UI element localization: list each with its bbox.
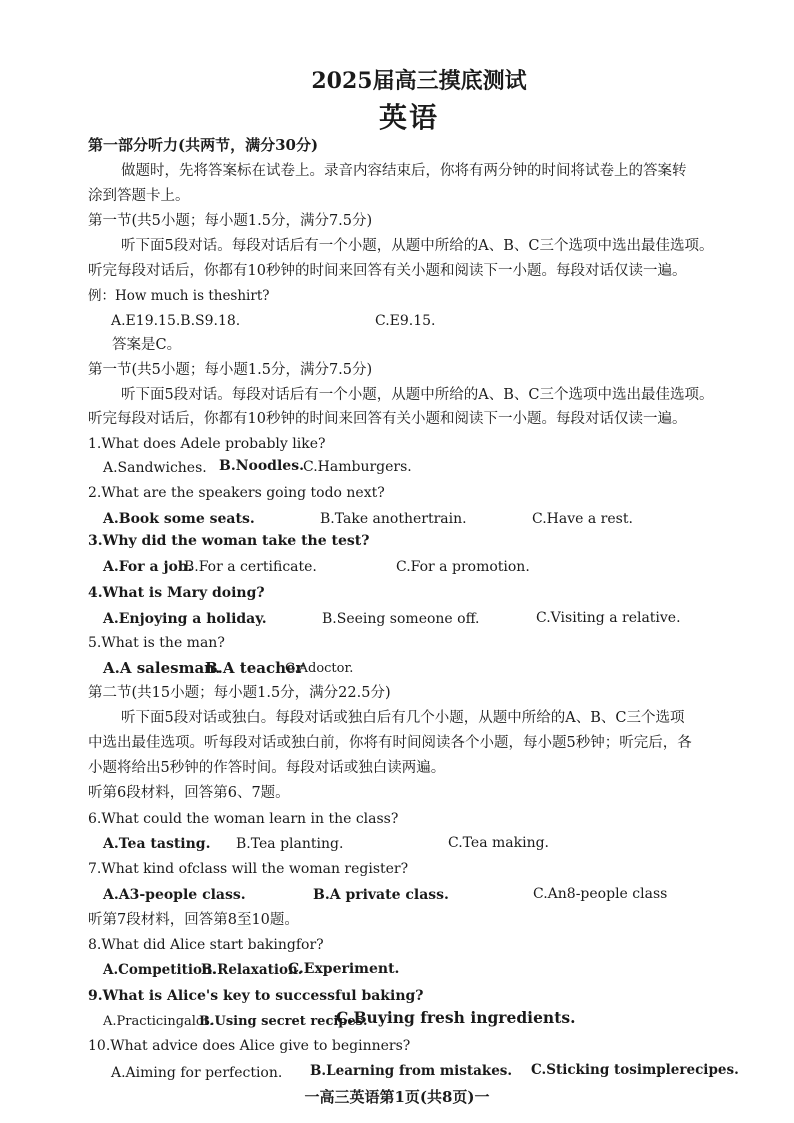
q4-option-b: B.Seeing someone off. <box>322 611 480 627</box>
q9-option-b: B.Using secret recipes. <box>199 1014 368 1029</box>
q2-option-c: C.Have a rest. <box>532 511 633 527</box>
q1-option-b: B.Noodles. <box>219 458 304 474</box>
q5-option-b: B.A teacher <box>205 659 304 677</box>
q4-option-a: A.Enjoying a holiday. <box>103 611 267 627</box>
q6-option-c: C.Tea making. <box>448 835 550 851</box>
q3-option-c: C.For a promotion. <box>396 559 530 575</box>
question-1: 1.What does Adele probably like? <box>88 436 326 452</box>
q7-option-c: C.An8-people class <box>533 886 668 902</box>
q4-option-c: C.Visiting a relative. <box>536 610 681 626</box>
q8-option-c: C.Experiment. <box>288 961 400 977</box>
section2-text-3: 小题将给出5秒钟的作答时间。每段对话或独白读两遍。 <box>88 760 446 776</box>
q1-option-a: A.Sandwiches. <box>103 460 207 476</box>
section1b-text-1: 听下面5段对话。每段对话后有一个小题，从题中所给的A、B、C三个选项中选出最佳选项。 <box>121 387 714 403</box>
material-6-heading: 听第6段材料，回答第6、7题。 <box>88 785 290 801</box>
q2-option-b: B.Take anothertrain. <box>320 511 467 527</box>
question-10: 10.What advice does Alice give to beginners? <box>88 1038 411 1054</box>
q3-option-b: B.For a certificate. <box>184 559 317 575</box>
q8-option-b: B.Relaxation. <box>201 962 303 978</box>
q8-option-a: A.Competition. <box>103 962 217 978</box>
q6-option-b: B.Tea planting. <box>236 836 344 852</box>
q1-option-c: C.Hamburgers. <box>303 459 412 475</box>
instructions-line-2: 涂到答题卡上。 <box>88 188 190 204</box>
q2-option-a: A.Book some seats. <box>103 511 255 527</box>
section1b-text-2: 听完每段对话后，你都有10秒钟的时间来回答有关小题和阅读下一小题。每段对话仅读一遍。 <box>88 411 687 427</box>
q9-option-a: A.Practicingalot. <box>103 1014 214 1029</box>
section2-text-2: 中选出最佳选项。听每段对话或独白前，你将有时间阅读各个小题，每小题5秒钟；听完后，各 <box>88 735 692 751</box>
q6-option-a: A.Tea tasting. <box>103 836 211 852</box>
q10-option-b: B.Learning from mistakes. <box>310 1063 513 1079</box>
q9-option-c: C.Buying fresh ingredients. <box>336 1008 576 1027</box>
section1a-heading: 第一节(共5小题；每小题1.5分，满分7.5分) <box>88 213 373 229</box>
material-7-heading: 听第7段材料，回答第8至10题。 <box>88 912 299 928</box>
section1a-text-2: 听完每段对话后，你都有10秒钟的时间来回答有关小题和阅读下一小题。每段对话仅读一遍。 <box>88 263 687 279</box>
page-footer: 一高三英语第1页(共8页)一 <box>304 1088 490 1106</box>
q3-option-a: A.For a job. <box>103 559 193 575</box>
q5-option-c: C.Adoctor. <box>285 661 354 676</box>
instructions-line-1: 做题时，先将答案标在试卷上。录音内容结束后，你将有两分钟的时间将试卷上的答案转 <box>121 163 687 179</box>
question-5: 5.What is the man? <box>88 635 225 651</box>
q7-option-b: B.A private class. <box>313 887 449 903</box>
question-4: 4.What is Mary doing? <box>88 585 265 601</box>
example-answer: 答案是C。 <box>112 337 182 353</box>
question-7: 7.What kind ofclass will the woman register? <box>88 861 409 877</box>
q10-option-c: C.Sticking tosimplerecipes. <box>531 1062 739 1078</box>
q7-option-a: A.A3-people class. <box>103 887 246 903</box>
question-8: 8.What did Alice start bakingfor? <box>88 937 324 953</box>
question-9: 9.What is Alice's key to successful baking? <box>88 988 424 1004</box>
subject-title: 英语 <box>378 101 439 134</box>
section1a-text-1: 听下面5段对话。每段对话后有一个小题，从题中所给的A、B、C三个选项中选出最佳选项。 <box>121 238 714 254</box>
section1b-heading: 第一节(共5小题；每小题1.5分，满分7.5分) <box>88 362 373 378</box>
q5-option-a: A.A salesman. <box>103 659 221 677</box>
example-question: 例：How much is theshirt? <box>88 288 270 304</box>
section2-text-1: 听下面5段对话或独白。每段对话或独白后有几个小题，从题中所给的A、B、C三个选项 <box>121 710 685 726</box>
question-2: 2.What are the speakers going todo next? <box>88 485 385 501</box>
example-option-a: A.E19.15.B.S9.18. <box>111 313 241 329</box>
section2-heading: 第二节(共15小题；每小题1.5分，满分22.5分) <box>88 685 391 701</box>
question-3: 3.Why did the woman take the test? <box>88 533 370 549</box>
example-option-c: C.E9.15. <box>375 313 436 329</box>
q10-option-a: A.Aiming for perfection. <box>111 1065 283 1081</box>
exam-title: 2025届高三摸底测试 <box>311 68 527 94</box>
part1-heading: 第一部分听力(共两节，满分30分) <box>88 136 319 154</box>
question-6: 6.What could the woman learn in the class? <box>88 811 399 827</box>
